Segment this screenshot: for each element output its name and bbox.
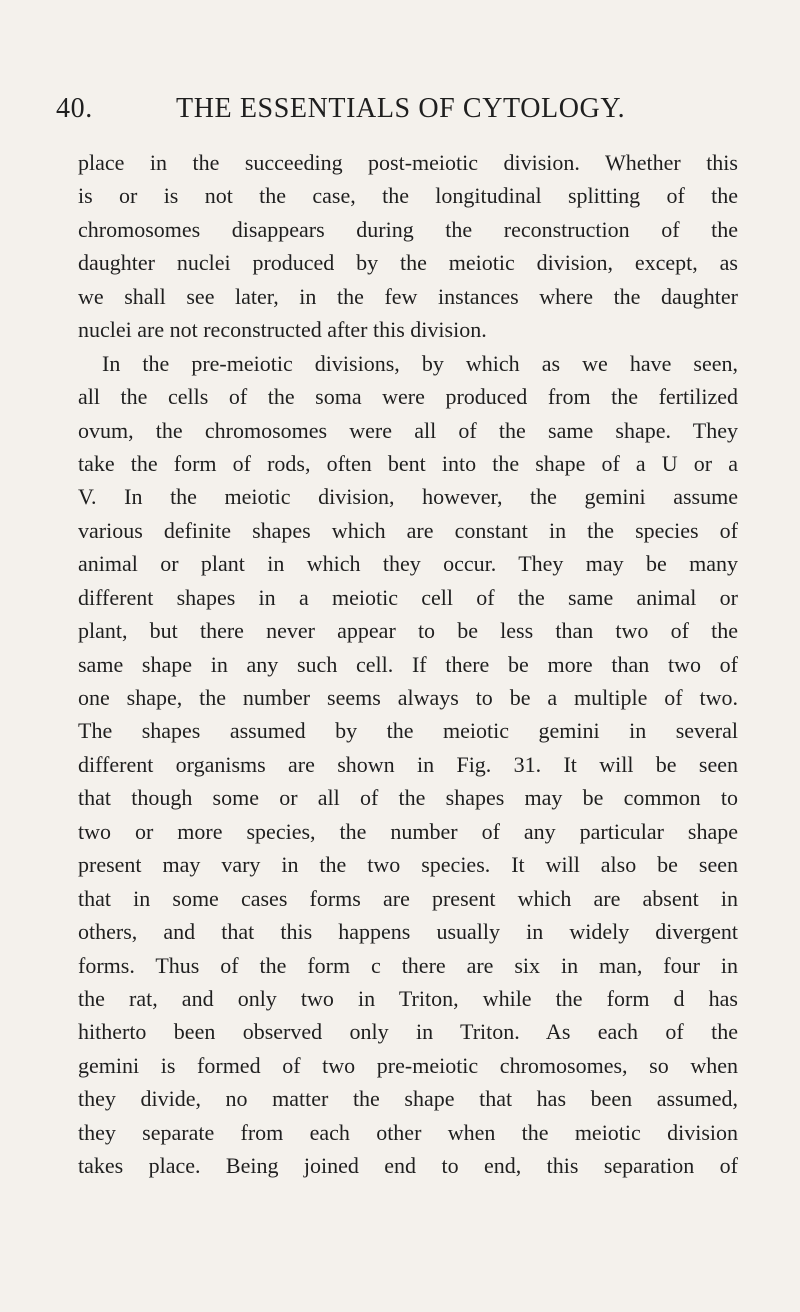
- paragraph-start: In the pre-meiotic divisions, by which as we have seen,: [102, 350, 738, 376]
- text-line: daughter nuclei produced by the meiotic division, except, as: [78, 250, 738, 276]
- text-line: gemini is formed of two pre-meiotic chromosomes, so when: [78, 1052, 738, 1078]
- text-line: various definite shapes which are constant in the species of: [78, 517, 738, 543]
- text-line: that in some cases forms are present which are absent in: [78, 885, 738, 911]
- text-line: plant, but there never appear to be less than two of the: [78, 618, 738, 644]
- text-line: they divide, no matter the shape that has been assumed,: [78, 1086, 738, 1112]
- text-line: animal or plant in which they occur. They may be many: [78, 551, 738, 577]
- body-text: [78, 146, 738, 1183]
- text-line: they separate from each other when the meiotic division: [78, 1119, 738, 1145]
- text-line: ovum, the chromosomes were all of the same shape. They: [78, 417, 738, 443]
- running-title: THE ESSENTIALS OF CYTOLOGY.: [176, 93, 626, 124]
- text-line: is or is not the case, the longitudinal splitting of the: [78, 183, 738, 209]
- text-line: takes place. Being joined end to end, this separation of: [78, 1153, 738, 1179]
- text-line: hitherto been observed only in Triton. As each of the: [78, 1019, 738, 1045]
- text-line: all the cells of the soma were produced from the fertilized: [78, 384, 738, 410]
- text-line: two or more species, the number of any particular shape: [78, 818, 738, 844]
- text-line: V. In the meiotic division, however, the gemini assume: [78, 484, 738, 510]
- text-line: that though some or all of the shapes may be common to: [78, 785, 738, 811]
- text-line: The shapes assumed by the meiotic gemini in several: [78, 718, 738, 744]
- text-line: forms. Thus of the form c there are six in man, four in: [78, 952, 738, 978]
- text-line: one shape, the number seems always to be a multiple of two.: [78, 685, 738, 710]
- text-line: others, and that this happens usually in widely divergent: [78, 919, 738, 945]
- text-line: place in the succeeding post-meiotic division. Whether this: [78, 150, 738, 175]
- text-line: nuclei are not reconstructed after this division.: [78, 317, 487, 343]
- text-line: different organisms are shown in Fig. 31. It will be seen: [78, 751, 738, 777]
- text-line: same shape in any such cell. If there be more than two of: [78, 651, 738, 677]
- page-number: 40.: [56, 93, 93, 124]
- text-line: we shall see later, in the few instances where the daughter: [78, 283, 738, 309]
- text-line: chromosomes disappears during the reconstruction of the: [78, 216, 738, 242]
- text-line: different shapes in a meiotic cell of the same animal or: [78, 584, 738, 610]
- text-line: present may vary in the two species. It will also be seen: [78, 852, 738, 878]
- text-line: take the form of rods, often bent into the shape of a U or a: [78, 450, 738, 476]
- text-line: the rat, and only two in Triton, while the form d has: [78, 985, 738, 1011]
- running-head: [56, 92, 748, 126]
